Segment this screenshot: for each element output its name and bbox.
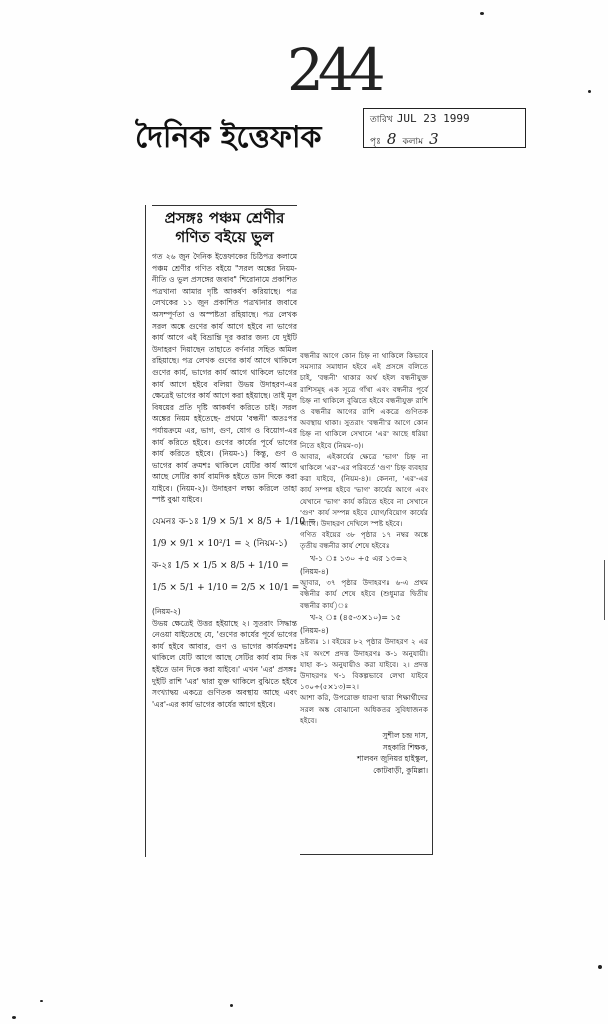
article-headline: প্রসঙ্গঃ পঞ্চম শ্রেণীর গণিত বইয়ে ভুল: [152, 205, 297, 247]
equation-2-note: (নিয়ম-৪): [300, 625, 329, 635]
scan-speck: [480, 12, 484, 15]
author-school: শালবন জুনিয়র হাইস্কুল,: [357, 754, 428, 764]
article-paragraph-5: গণিত বইয়ের ৩৮ পৃষ্ঠার ১৭ নম্বর অঙ্কে তৃতীয় বন্ধনীর কার্য শেষে হইবেঃ: [300, 530, 428, 551]
author-place: কোটবাড়ী, কুমিল্লা।: [373, 765, 428, 775]
stamp-page-row: [370, 130, 445, 149]
equation-1: খ-১ ঃ ১৩০ ÷৫ এর ১৩=২: [310, 553, 408, 563]
math-line-1: যেমনঃ ক-১ঃ 1/9 × 5/1 × 8/5 + 1/10 =: [152, 517, 316, 528]
article-paragraph-3: বন্ধনীর আগে কোন চিহ্ন না থাকিলে কিভাবে সমস্যার সমাধান হইবে এই প্রসঙ্গে বলিতে চাই, 'বন্ধনী' থাকার অর্থ হইল বন্ধনীযুক্ত রাশিসমূহ এক সূত্রে গাঁথা এবং বন্ধনীর পূর্বে চিহ্ন না থাকিলে বুঝিতে হইবে বন্ধনীযুক্ত রাশি ও বন্ধনীর আগের রাশি একত্রে গুণিতক অবস্থায় থাকা। সুতরাং 'বন্ধনী'র আগে কোন চিহ্ন না থাকিলে সেখানে 'এর' আছে ধরিয়া নিতে হইবে (নিয়ম-৩)।: [300, 351, 428, 450]
stamp-page-label: পৃঃ: [370, 137, 381, 147]
article-paragraph-2: উভয় ক্ষেত্রেই উত্তর হইয়াছে ২। সুতরাং সিদ্ধান্ত নেওয়া যাইতেছে যে, 'গুণের কার্যের পূর্বে ভাগের কার্য হইবে আবার, গুণ ও ভাগের কার্যক্রমশঃ থাকিলে যেটি আগে আছে সেটির কার্য বাম দিক হইতে ডান দিকে করা যাইবে।' এখন 'এর' প্রসঙ্গঃ দুইটি রাশি 'এর' দ্বারা যুক্ত থাকিলে বুঝিতে হইবে সংখ্যাদ্বয় একত্রে গুণিতক অবস্থায় আছে এবং 'এর'-এর কার্য ভাগের কার্যের আগে হইবে।: [152, 618, 297, 709]
math-rule-note: (নিয়ম-২): [152, 607, 181, 617]
stamp-date-label: তারিখ: [370, 115, 393, 125]
math-line-2: 1/9 × 9/1 × 10²/1 = ২ (নিয়ম-১): [152, 539, 288, 550]
article-paragraph-8: আশা করি, উপরোক্ত ধারণা দ্বারা শিক্ষার্থীদের সরল অঙ্ক বোঝানো অধিকতর সুবিধাজনক হইবে।: [300, 693, 428, 725]
equation-2: খ-২ ঃ (৪৫-৩×১০)= ১৫: [310, 612, 401, 622]
stamp-column-label: কলাম: [402, 137, 424, 147]
handwritten-page-number: 244: [287, 36, 380, 104]
newspaper-masthead: দৈনিক ইত্তেফাক: [135, 120, 322, 155]
article-clipping-right: [300, 350, 433, 855]
article-paragraph-7: দ্রষ্টব্যঃ ১। বইয়ের ৮২ পৃষ্ঠার উদাহরণ ২ এর ২য় অংশে প্রদত্ত উদাহরণঃ ক-১ অনুযায়ী। যাহা ক-১ অনুযায়ীও করা যাইবে। ২। প্রদত্ত উদাহরণঃ খ-১ বিকল্পভাবে লেখা যাইবে ১৩০÷(৫×১৩)=২।: [300, 637, 428, 692]
author-title: সহকারি শিক্ষক,: [382, 742, 428, 752]
stamp-date-row: [370, 112, 470, 127]
stamp-date-value: JUL 23 1999: [396, 112, 470, 125]
math-line-4: 1/5 × 5/1 + 1/10 = 2/5 × 10/1 = ২: [152, 583, 309, 594]
article-paragraph-6: আবার, ৩৭ পৃষ্ঠার উদাহরণঃ ৬-এ প্রথম বন্ধনীর কার্য শেষে হইবে (শুধুমাত্র দ্বিতীয় বন্ধনীর কার্য)ঃ: [300, 578, 428, 610]
article-paragraph-1: গত ২৬ জুন দৈনিক ইত্তেফাকের চিঠিপত্র কলামে পঞ্চম শ্রেণীর গণিত বইয়ে "সরল অঙ্কের নিয়ম-নীতি ও ভুল প্রসঙ্গের জবাব" শিরোনামে প্রকাশিত পত্রখানা আমার দৃষ্টি আকর্ষণ করিয়াছে। পত্র লেখকের ১১ জুন প্রকাশিত পত্রখানার জবাবে অসম্পূর্ণতা ও অস্পষ্টতা রহিয়াছে। পত্র লেখক সরল অঙ্কে গুণের কার্য আগে হইবে না ভাগের কার্য আগে এই বিভ্রান্তি দূর করার জন্য যে দুইটি উদাহরণ দিয়াছেন তাহাতে বর্ণনার সহিত অমিল রহিয়াছে। পত্র লেখক গুণের কার্য আগে থাকিলে গুণের কার্য, ভাগের কার্য আগে থাকিলে ভাগের কার্য আগে হইবে বলিয়া উভয় উদাহরণ-এর ক্ষেত্রেই ভাগের কার্য আগে করা হইয়াছে। তাই মূল বিষয়ের প্রতি দৃষ্টি আকর্ষণ করিতে চাই। সরল অঙ্কের নিয়ম হইতেছে- প্রথমে 'বন্ধনী' অতঃপর পর্যায়ক্রমে এর, ভাগ, গুণ, যোগ ও বিয়োগ-এর কার্য করিতে হইবে। গুণের কার্যের পূর্বে ভাগের কার্য করিতে হইবে। (নিয়ম-১) কিন্তু, গুণ ও ভাগের কার্য ক্রমশঃ থাকিলে যেটির কার্য আগে আছে সেটির কার্য বামদিক হইতে ডান দিকে করা যাইবে। (নিয়ম-২)। উদাহরণ লক্ষ্য করিলে তাহা স্পষ্ট বুঝা যাইবে।: [152, 252, 297, 505]
date-stamp: [363, 108, 526, 148]
article-paragraph-4: আবার, এইকার্যের ক্ষেত্রে 'ভাগ' চিহ্ন না থাকিলে 'এর'-এর পরিবর্তে 'গুণ' চিহ্ন ব্যবহার করা যাইবে, (নিয়ম-৪)। কেননা, 'এর'-এর কার্য সম্পন্ন হইবে 'ভাগ' কার্যের আগে এবং যেখানে 'ভাগ' কার্য করিতে হইবে না সেখানে 'গুণ' কার্য সম্পন্ন হইবে যোগ/বিয়োগ কার্যের আগে। উদাহরণ দেখিলে স্পষ্ট হইবে।: [300, 451, 428, 529]
author-signature: [300, 730, 428, 776]
stamp-column-value: 3: [429, 130, 439, 148]
scan-edge-line: [604, 560, 605, 620]
scan-speck: [40, 1000, 43, 1002]
author-name: সুশীল চন্দ্র দাস,: [382, 731, 428, 741]
stamp-page-value: 8: [386, 130, 397, 148]
scan-speck: [12, 1016, 16, 1019]
scan-speck: [230, 1004, 233, 1007]
scan-speck: [598, 965, 602, 969]
equation-1-note: (নিয়ম-৪): [300, 566, 329, 576]
math-line-3: ক-২ঃ 1/5 × 1/5 × 8/5 + 1/10 =: [152, 561, 289, 572]
scan-speck: [588, 90, 591, 93]
